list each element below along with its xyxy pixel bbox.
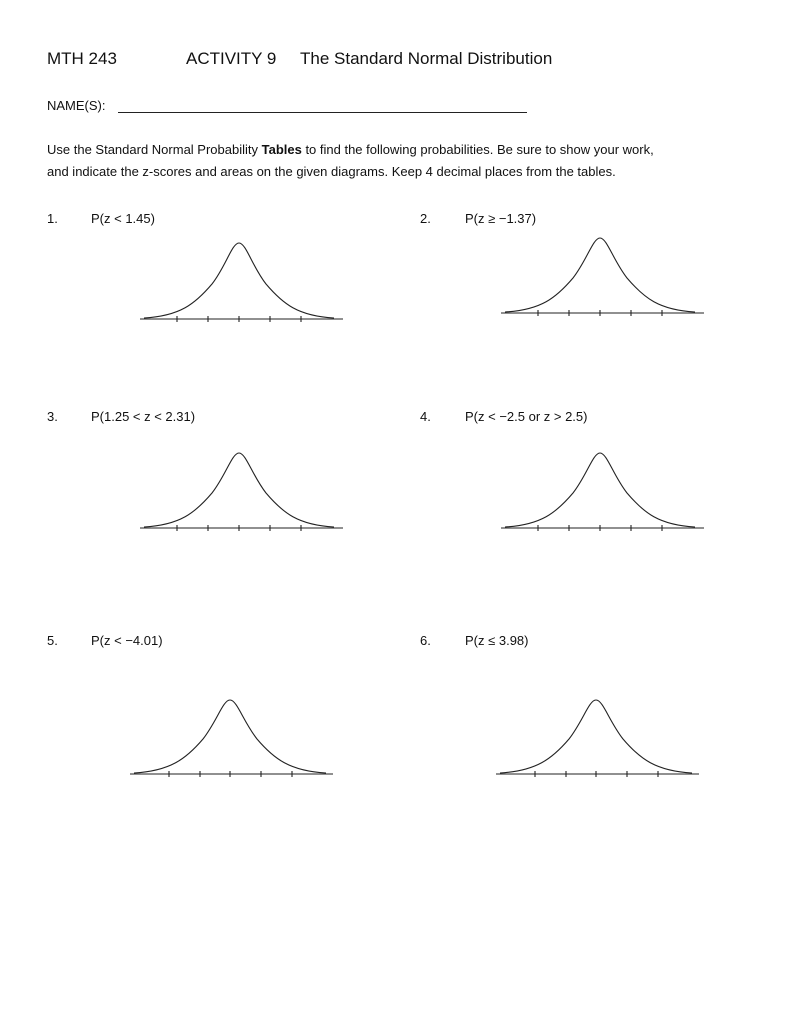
bell-curve bbox=[500, 700, 692, 773]
tables-emphasis: Tables bbox=[261, 142, 302, 157]
problem-5-normal-curve bbox=[130, 697, 335, 781]
problem-4-normal-curve bbox=[501, 450, 706, 536]
instructions-line-1: Use the Standard Normal Probability Tables to find the following probabilities. Be sure to show your work, bbox=[47, 142, 654, 157]
problem-5-number: 5. bbox=[47, 633, 58, 648]
problem-2-expression: P(z ≥ −1.37) bbox=[465, 211, 537, 226]
instructions bbox=[47, 139, 747, 183]
problem-1-expression: P(z < 1.45) bbox=[91, 211, 155, 226]
bell-curve bbox=[505, 453, 695, 527]
page-title: The Standard Normal Distribution bbox=[300, 49, 553, 68]
problem-5-expression: P(z < −4.01) bbox=[91, 633, 163, 648]
name-blank-line[interactable] bbox=[118, 112, 527, 113]
bell-curve bbox=[144, 453, 334, 527]
problem-6-normal-curve bbox=[496, 697, 701, 781]
bell-curve bbox=[134, 700, 326, 773]
activity-number: ACTIVITY 9 bbox=[186, 49, 277, 68]
problem-1-normal-curve bbox=[140, 236, 345, 326]
problem-1-number: 1. bbox=[47, 211, 58, 226]
problem-2-normal-curve bbox=[501, 234, 706, 320]
problem-6-number: 6. bbox=[420, 633, 431, 648]
bell-curve bbox=[144, 243, 334, 318]
problem-4-expression: P(z < −2.5 or z > 2.5) bbox=[465, 409, 588, 424]
problem-3-expression: P(1.25 < z < 2.31) bbox=[91, 409, 196, 424]
course-code: MTH 243 bbox=[47, 49, 117, 68]
problem-6-expression: P(z ≤ 3.98) bbox=[465, 633, 529, 648]
instructions-line-2: and indicate the z-scores and areas on the given diagrams. Keep 4 decimal places from the tables. bbox=[47, 164, 616, 179]
problem-4-number: 4. bbox=[420, 409, 431, 424]
problem-2-number: 2. bbox=[420, 211, 431, 226]
bell-curve bbox=[505, 238, 695, 312]
problem-3-number: 3. bbox=[47, 409, 58, 424]
problem-3-normal-curve bbox=[140, 450, 345, 536]
name-label: NAME(S): bbox=[47, 98, 106, 113]
